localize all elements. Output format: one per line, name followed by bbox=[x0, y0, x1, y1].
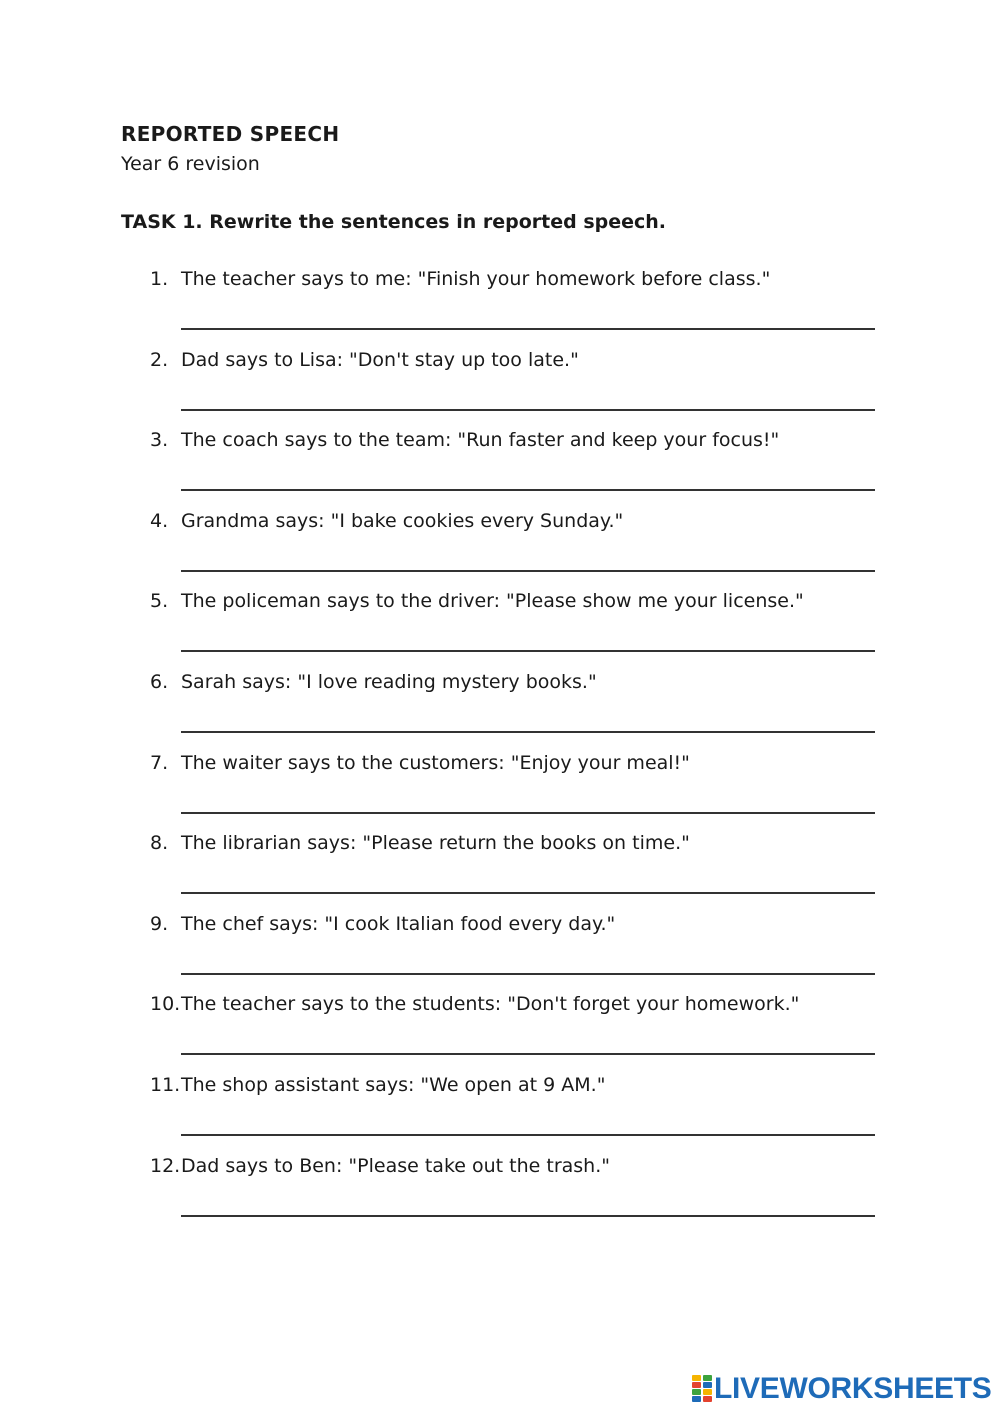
item-number: 3. bbox=[150, 429, 169, 452]
item-number: 7. bbox=[150, 751, 169, 774]
item-number: 6. bbox=[150, 670, 169, 693]
answer-line[interactable] bbox=[181, 570, 875, 572]
task-heading: TASK 1. Rewrite the sentences in reported speech. bbox=[121, 211, 667, 233]
exercise-item-6 bbox=[150, 671, 880, 752]
item-sentence: The chef says: "I cook Italian food every day." bbox=[181, 912, 616, 935]
item-number: 10. bbox=[150, 993, 181, 1016]
answer-line[interactable] bbox=[181, 892, 875, 894]
exercise-list bbox=[150, 268, 880, 1235]
item-sentence: The coach says to the team: "Run faster and keep your focus!" bbox=[181, 429, 780, 452]
answer-line[interactable] bbox=[181, 1053, 875, 1055]
item-number: 5. bbox=[150, 590, 169, 613]
brand-name: LIVEWORKSHEETS bbox=[714, 1372, 992, 1405]
item-sentence: Dad says to Lisa: "Don't stay up too late." bbox=[181, 348, 579, 371]
exercise-item-10 bbox=[150, 993, 880, 1074]
item-sentence: Dad says to Ben: "Please take out the trash." bbox=[181, 1154, 611, 1177]
item-number: 4. bbox=[150, 509, 169, 532]
exercise-item-12 bbox=[150, 1155, 880, 1236]
answer-line[interactable] bbox=[181, 1215, 875, 1217]
item-number: 2. bbox=[150, 348, 169, 371]
page-subtitle: Year 6 revision bbox=[121, 153, 260, 175]
item-number: 9. bbox=[150, 912, 169, 935]
item-sentence: The policeman says to the driver: "Please show me your license." bbox=[181, 590, 804, 613]
exercise-item-3 bbox=[150, 429, 880, 510]
item-sentence: The teacher says to the students: "Don't forget your homework." bbox=[181, 993, 800, 1016]
page-title: REPORTED SPEECH bbox=[121, 122, 340, 146]
item-sentence: The teacher says to me: "Finish your homework before class." bbox=[181, 268, 771, 290]
liveworksheets-brand[interactable] bbox=[692, 1374, 992, 1404]
exercise-item-9 bbox=[150, 913, 880, 994]
answer-line[interactable] bbox=[181, 731, 875, 733]
answer-line[interactable] bbox=[181, 1134, 875, 1136]
exercise-item-1 bbox=[150, 268, 880, 349]
answer-line[interactable] bbox=[181, 812, 875, 814]
exercise-item-5 bbox=[150, 590, 880, 671]
liveworksheets-logo-icon bbox=[692, 1375, 712, 1403]
item-number: 11. bbox=[150, 1073, 181, 1096]
answer-line[interactable] bbox=[181, 409, 875, 411]
item-sentence: Grandma says: "I bake cookies every Sunday." bbox=[181, 509, 624, 532]
answer-line[interactable] bbox=[181, 328, 875, 330]
exercise-item-7 bbox=[150, 752, 880, 833]
item-number: 1. bbox=[150, 268, 169, 290]
exercise-item-4 bbox=[150, 510, 880, 591]
answer-line[interactable] bbox=[181, 489, 875, 491]
exercise-item-8 bbox=[150, 832, 880, 913]
item-sentence: Sarah says: "I love reading mystery books." bbox=[181, 670, 597, 693]
item-sentence: The waiter says to the customers: "Enjoy your meal!" bbox=[181, 751, 690, 774]
item-number: 8. bbox=[150, 832, 169, 855]
answer-line[interactable] bbox=[181, 650, 875, 652]
item-number: 12. bbox=[150, 1154, 181, 1177]
exercise-item-11 bbox=[150, 1074, 880, 1155]
exercise-item-2 bbox=[150, 349, 880, 430]
answer-line[interactable] bbox=[181, 973, 875, 975]
item-sentence: The shop assistant says: "We open at 9 AM." bbox=[181, 1073, 606, 1096]
item-sentence: The librarian says: "Please return the books on time." bbox=[181, 832, 690, 855]
